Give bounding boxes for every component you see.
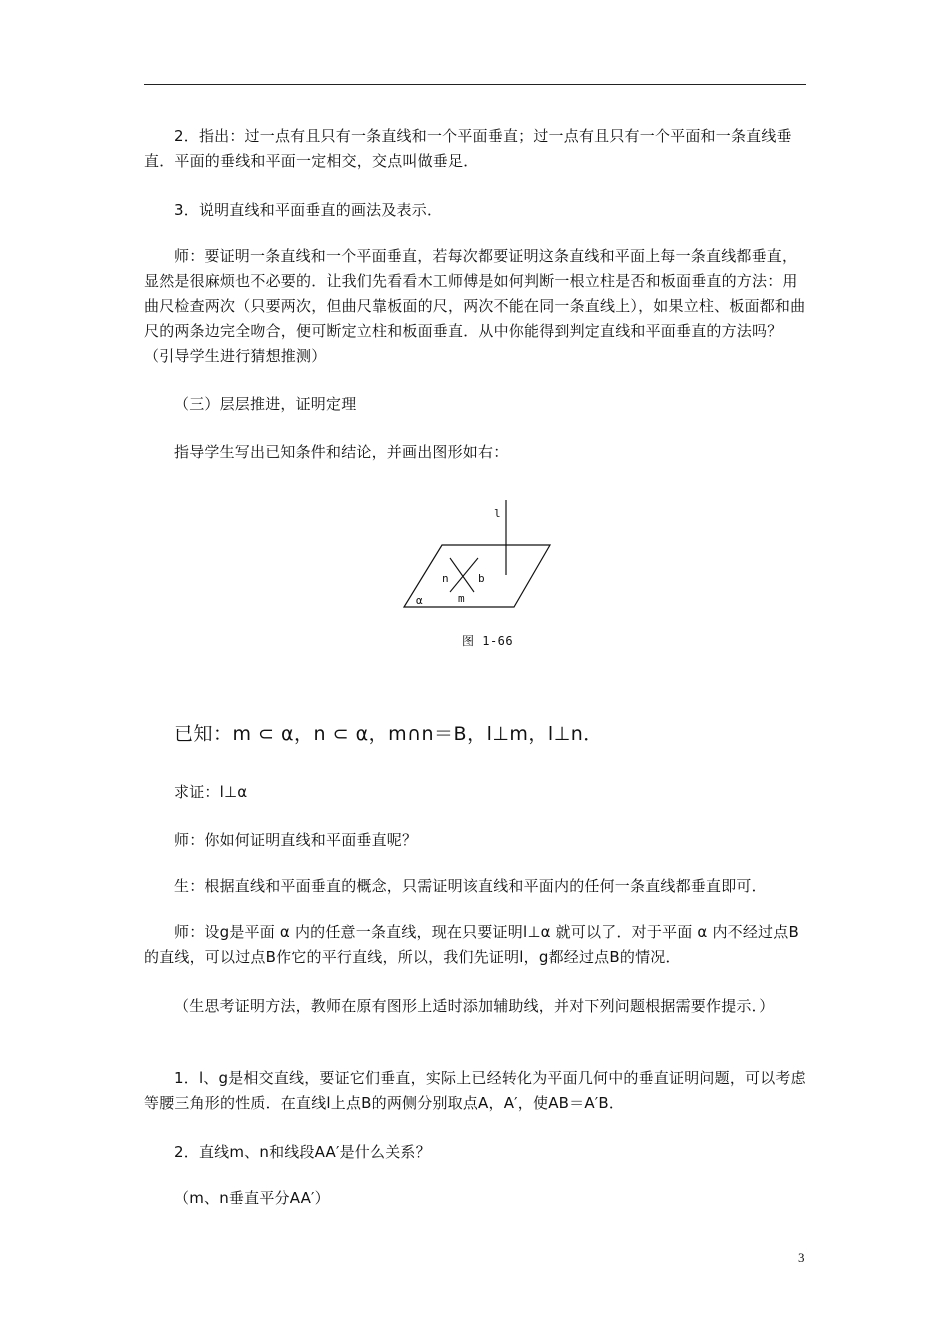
section-heading: （三）层层推进，证明定理 xyxy=(174,395,357,413)
header-rule xyxy=(144,84,806,85)
figure-caption: 图 1-66 xyxy=(462,634,514,648)
paragraph-1: 2．指出：过一点有且只有一条直线和一个平面垂直；过一点有且只有一个平面和一条直线垂直．平面的垂线和平面一定相交，交点叫做垂足． xyxy=(144,127,792,170)
page-number: 3 xyxy=(798,1250,805,1265)
teacher-question: 师：你如何证明直线和平面垂直呢？ xyxy=(174,831,418,849)
student-thinking-note: （生思考证明方法，教师在原有图形上适时添加辅助线，并对下列问题根据需要作提示．） xyxy=(174,997,775,1015)
step-2: 2．直线m、n和线段AA′是什么关系？ xyxy=(174,1143,431,1161)
paragraph-4: 指导学生写出已知条件和结论，并画出图形如右： xyxy=(174,443,509,461)
figure-line-plane-perpendicular xyxy=(400,492,560,652)
label-l: l xyxy=(494,507,501,520)
plane-alpha xyxy=(404,545,550,607)
figure-diagram xyxy=(400,492,560,652)
label-n: n xyxy=(442,572,449,585)
label-m: m xyxy=(458,592,465,605)
paragraph-2: 3．说明直线和平面垂直的画法及表示． xyxy=(174,201,443,219)
student-answer: 生：根据直线和平面垂直的概念，只需证明该直线和平面内的任何一条直线都垂直即可． xyxy=(174,877,767,895)
label-alpha: α xyxy=(416,594,423,607)
teacher-explanation: 师：设g是平面 α 内的任意一条直线，现在只要证明l⊥α 就可以了．对于平面 α 内不经过点B的直线，可以过点B作它的平行直线，所以，我们先证明l，g都经过点B的情况． xyxy=(144,923,799,966)
step-1: 1．l、g是相交直线，要证它们垂直，实际上已经转化为平面几何中的垂直证明问题，可以考虑等腰三角形的性质．在直线l上点B的两侧分别取点A，A′，使AB＝A′B． xyxy=(144,1069,806,1112)
step-2-answer: （m、n垂直平分AA′） xyxy=(174,1189,330,1207)
paragraph-3: 师：要证明一条直线和一个平面垂直，若每次都要证明这条直线和平面上每一条直线都垂直，显然是很麻烦也不必要的．让我们先看看木工师傅是如何判断一根立柱是否和板面垂直的方法：用曲尺检查两次（只要两次，但曲尺靠板面的尺，两次不能在同一条直线上），如果立柱、板面都和曲尺的两条边完全吻合，便可断定立柱和板面垂直．从中你能得到判定直线和平面垂直的方法吗？（引导学生进行猜想推测） xyxy=(144,247,806,365)
to-prove: 求证：l⊥α xyxy=(174,783,248,801)
given-conditions: 已知：m ⊂ α，n ⊂ α，m∩n＝B，l⊥m，l⊥n． xyxy=(174,723,603,745)
label-b: b xyxy=(478,572,485,585)
